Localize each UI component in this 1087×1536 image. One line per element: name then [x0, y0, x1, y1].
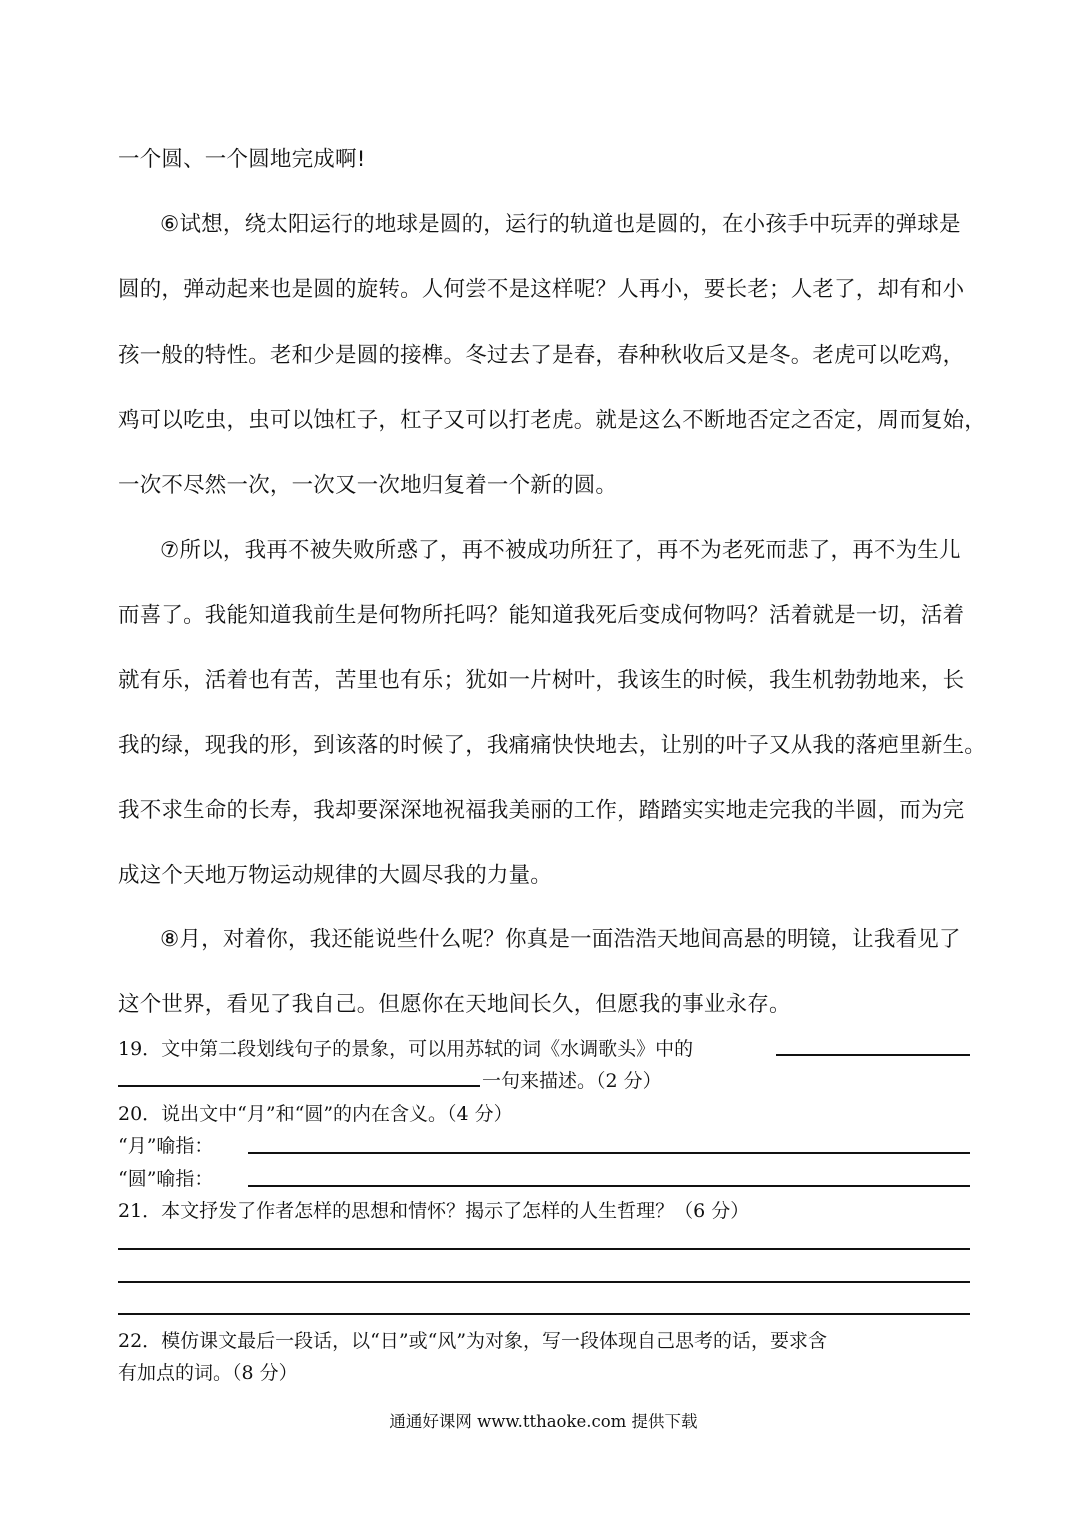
question-21-text: 21．本文抒发了作者怎样的思想和情怀？揭示了怎样的人生哲理？（6 分） [118, 1200, 750, 1222]
answer-line-21-3[interactable] [118, 1313, 970, 1315]
passage-line-5: 鸡可以吃虫，虫可以蚀杠子，杠子又可以打老虎。就是这么不断地否定之否定，周而复始， [118, 408, 987, 433]
download-footer: 通通好课网 www.tthaoke.com 提供下载 [389, 1412, 698, 1431]
passage-line-12: 成这个天地万物运动规律的大圆尽我的力量。 [118, 863, 553, 888]
answer-line-21-1[interactable] [118, 1248, 970, 1250]
question-19-text-cont: 一句来描述。（2 分） [482, 1070, 662, 1092]
passage-line-1: 一个圆、一个圆地完成啊! [118, 147, 366, 172]
question-22-text: 22．模仿课文最后一段话，以“日”或“风”为对象，写一段体现自己思考的话，要求含 [118, 1330, 828, 1352]
passage-line-7: ⑦所以，我再不被失败所惑了，再不被成功所狂了，再不为老死而悲了，再不为生儿 [160, 538, 961, 563]
passage-line-2: ⑥试想，绕太阳运行的地球是圆的，运行的轨道也是圆的，在小孩手中玩弄的弹球是 [160, 212, 961, 237]
answer-blank-19a[interactable] [776, 1054, 970, 1056]
passage-line-3: 圆的，弹动起来也是圆的旋转。人何尝不是这样呢？人再小，要长老；人老了，却有和小 [118, 277, 965, 302]
passage-line-11: 我不求生命的长寿，我却要深深地祝福我美丽的工作，踏踏实实地走完我的半圆，而为完 [118, 798, 965, 823]
question-19-text: 19．文中第二段划线句子的景象，可以用苏轼的词《水调歌头》中的 [118, 1038, 694, 1060]
circle-meaning-label: “圆”喻指： [118, 1168, 214, 1190]
passage-line-4: 孩一般的特性。老和少是圆的接榫。冬过去了是春，春种秋收后又是冬。老虎可以吃鸡， [118, 343, 965, 368]
answer-blank-19b[interactable] [118, 1085, 480, 1087]
question-22-text-cont: 有加点的词。（8 分） [118, 1362, 298, 1384]
circle-meaning-blank[interactable] [248, 1185, 970, 1187]
passage-line-9: 就有乐，活着也有苦，苦里也有乐；犹如一片树叶，我该生的时候，我生机勃勃地来，长 [118, 668, 965, 693]
question-20-text: 20．说出文中“月”和“圆”的内在含义。（4 分） [118, 1103, 513, 1125]
passage-line-10: 我的绿，现我的形，到该落的时候了，我痛痛快快地去，让别的叶子又从我的落疤里新生。 [118, 733, 987, 758]
passage-line-14: 这个世界，看见了我自己。但愿你在天地间长久，但愿我的事业永存。 [118, 992, 791, 1017]
moon-meaning-label: “月”喻指： [118, 1135, 214, 1157]
passage-line-6: 一次不尽然一次，一次又一次地归复着一个新的圆。 [118, 473, 618, 498]
passage-line-8: 而喜了。我能知道我前生是何物所托吗？能知道我死后变成何物吗？活着就是一切，活着 [118, 603, 965, 628]
passage-line-13: ⑧月，对着你，我还能说些什么呢？你真是一面浩浩天地间高悬的明镜，让我看见了 [160, 927, 961, 952]
moon-meaning-blank[interactable] [248, 1152, 970, 1154]
answer-line-21-2[interactable] [118, 1281, 970, 1283]
